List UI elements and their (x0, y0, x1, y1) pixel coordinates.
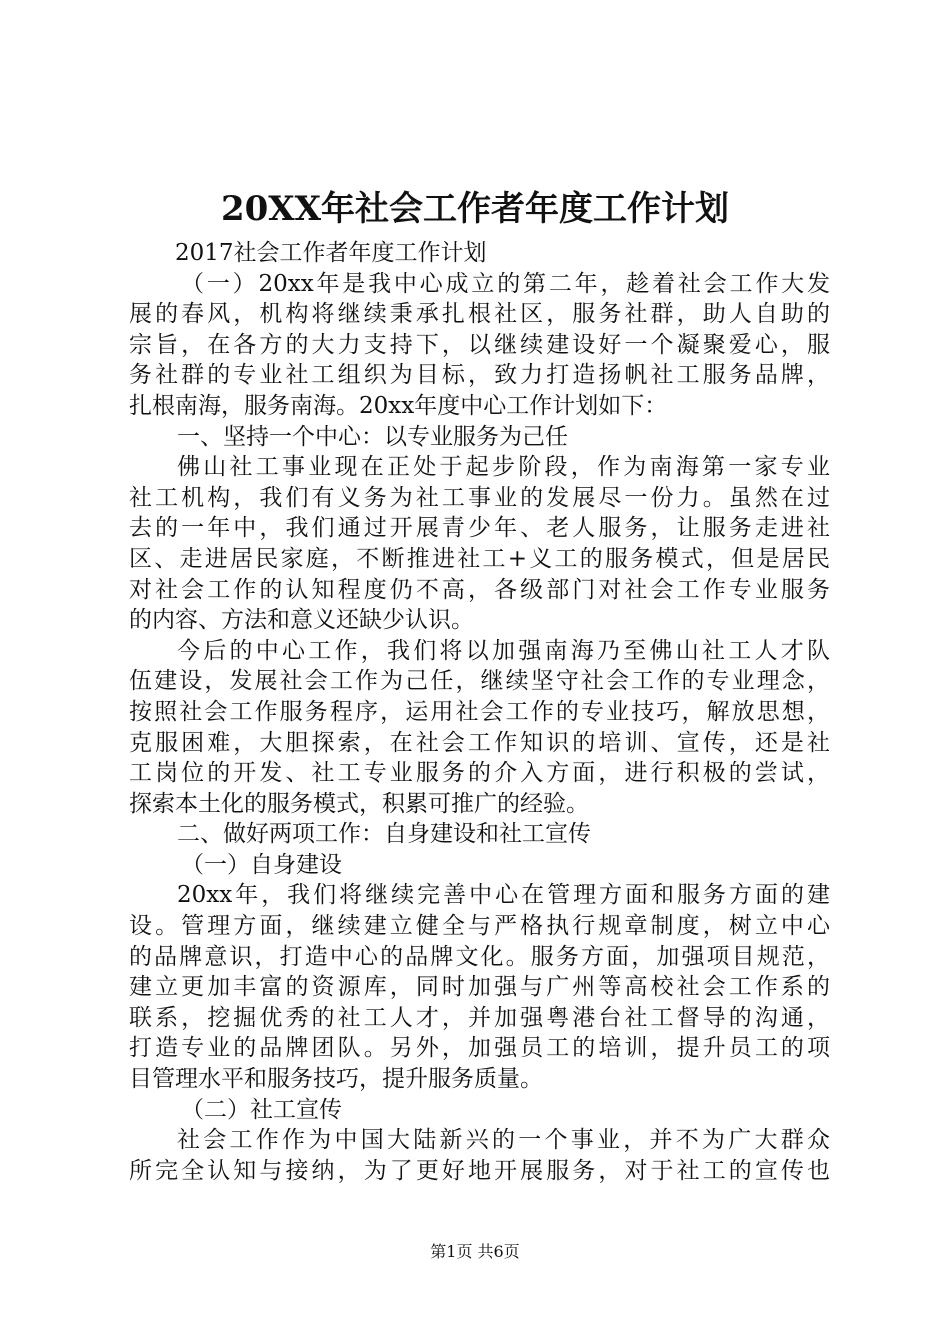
body-line: 2017社会工作者年度工作计划 (175, 240, 487, 266)
body-line: 佛山社工事业现在正处于起步阶段，作为南海第一家专业 (177, 454, 830, 481)
body-line: 社会工作作为中国大陆新兴的一个事业，并不为广大群众 (177, 1127, 830, 1154)
body-line: 扎根南海，服务南海。20xx年度中心工作计划如下： (129, 392, 668, 419)
page-footer: 第1页 共6页 (430, 1242, 520, 1261)
body-line: 设。管理方面，继续建立健全与严格执行规章制度，树立中心 (129, 913, 830, 940)
body-line: 按照社会工作服务程序，运用社会工作的专业技巧，解放思想， (129, 698, 830, 725)
body-line: （一）20xx年是我中心成立的第二年，趁着社会工作大发 (181, 270, 830, 297)
body-line: 打造专业的品牌团队。另外，加强员工的培训，提升员工的项 (129, 1035, 830, 1062)
body-line: 宗旨，在各方的大力支持下，以继续建设好一个凝聚爱心，服 (129, 331, 830, 358)
body-line: 一、坚持一个中心：以专业服务为己任 (177, 423, 568, 450)
body-line: （二）社工宣传 (181, 1096, 342, 1123)
body-line: 建立更加丰富的资源库，同时加强与广州等高校社会工作系的 (129, 974, 830, 1001)
body-line: 联系，挖掘优秀的社工人才，并加强粤港台社工督导的沟通， (129, 1004, 830, 1031)
body-line: 今后的中心工作，我们将以加强南海乃至佛山社工人才队 (177, 637, 830, 664)
body-line: （一）自身建设 (181, 851, 342, 878)
body-line: 的内容、方法和意义还缺少认识。 (129, 607, 474, 634)
body-line: 目管理水平和服务技巧，提升服务质量。 (129, 1066, 543, 1093)
body-line: 20xx年，我们将继续完善中心在管理方面和服务方面的建 (177, 882, 830, 909)
body-line: 务社群的专业社工组织为目标，致力打造扬帆社工服务品牌， (129, 362, 830, 389)
body-line: 去的一年中，我们通过开展青少年、老人服务，让服务走进社 (129, 515, 830, 542)
body-line: 对社会工作的认知程度仍不高，各级部门对社会工作专业服务 (129, 576, 830, 603)
body-line: 所完全认知与接纳，为了更好地开展服务，对于社工的宣传也 (129, 1157, 830, 1184)
document-body (129, 238, 830, 1186)
body-line: 展的春风，机构将继续秉承扎根社区，服务社群，助人自助的 (129, 301, 830, 328)
document-title: 20XX年社会工作者年度工作计划 (220, 189, 730, 229)
body-line: 工岗位的开发、社工专业服务的介入方面，进行积极的尝试， (129, 760, 830, 787)
body-line: 伍建设，发展社会工作为己任，继续坚守社会工作的专业理念， (129, 668, 830, 695)
body-line: 探索本土化的服务模式，积累可推广的经验。 (129, 790, 589, 817)
body-line: 的品牌意识，打造中心的品牌文化。服务方面，加强项目规范， (129, 943, 830, 970)
body-line: 克服困难，大胆探索，在社会工作知识的培训、宣传，还是社 (129, 729, 830, 756)
body-line: 社工机构，我们有义务为社工事业的发展尽一份力。虽然在过 (129, 484, 830, 511)
body-line: 区、走进居民家庭，不断推进社工+义工的服务模式，但是居民 (129, 545, 830, 572)
body-line: 二、做好两项工作：自身建设和社工宣传 (177, 821, 591, 848)
